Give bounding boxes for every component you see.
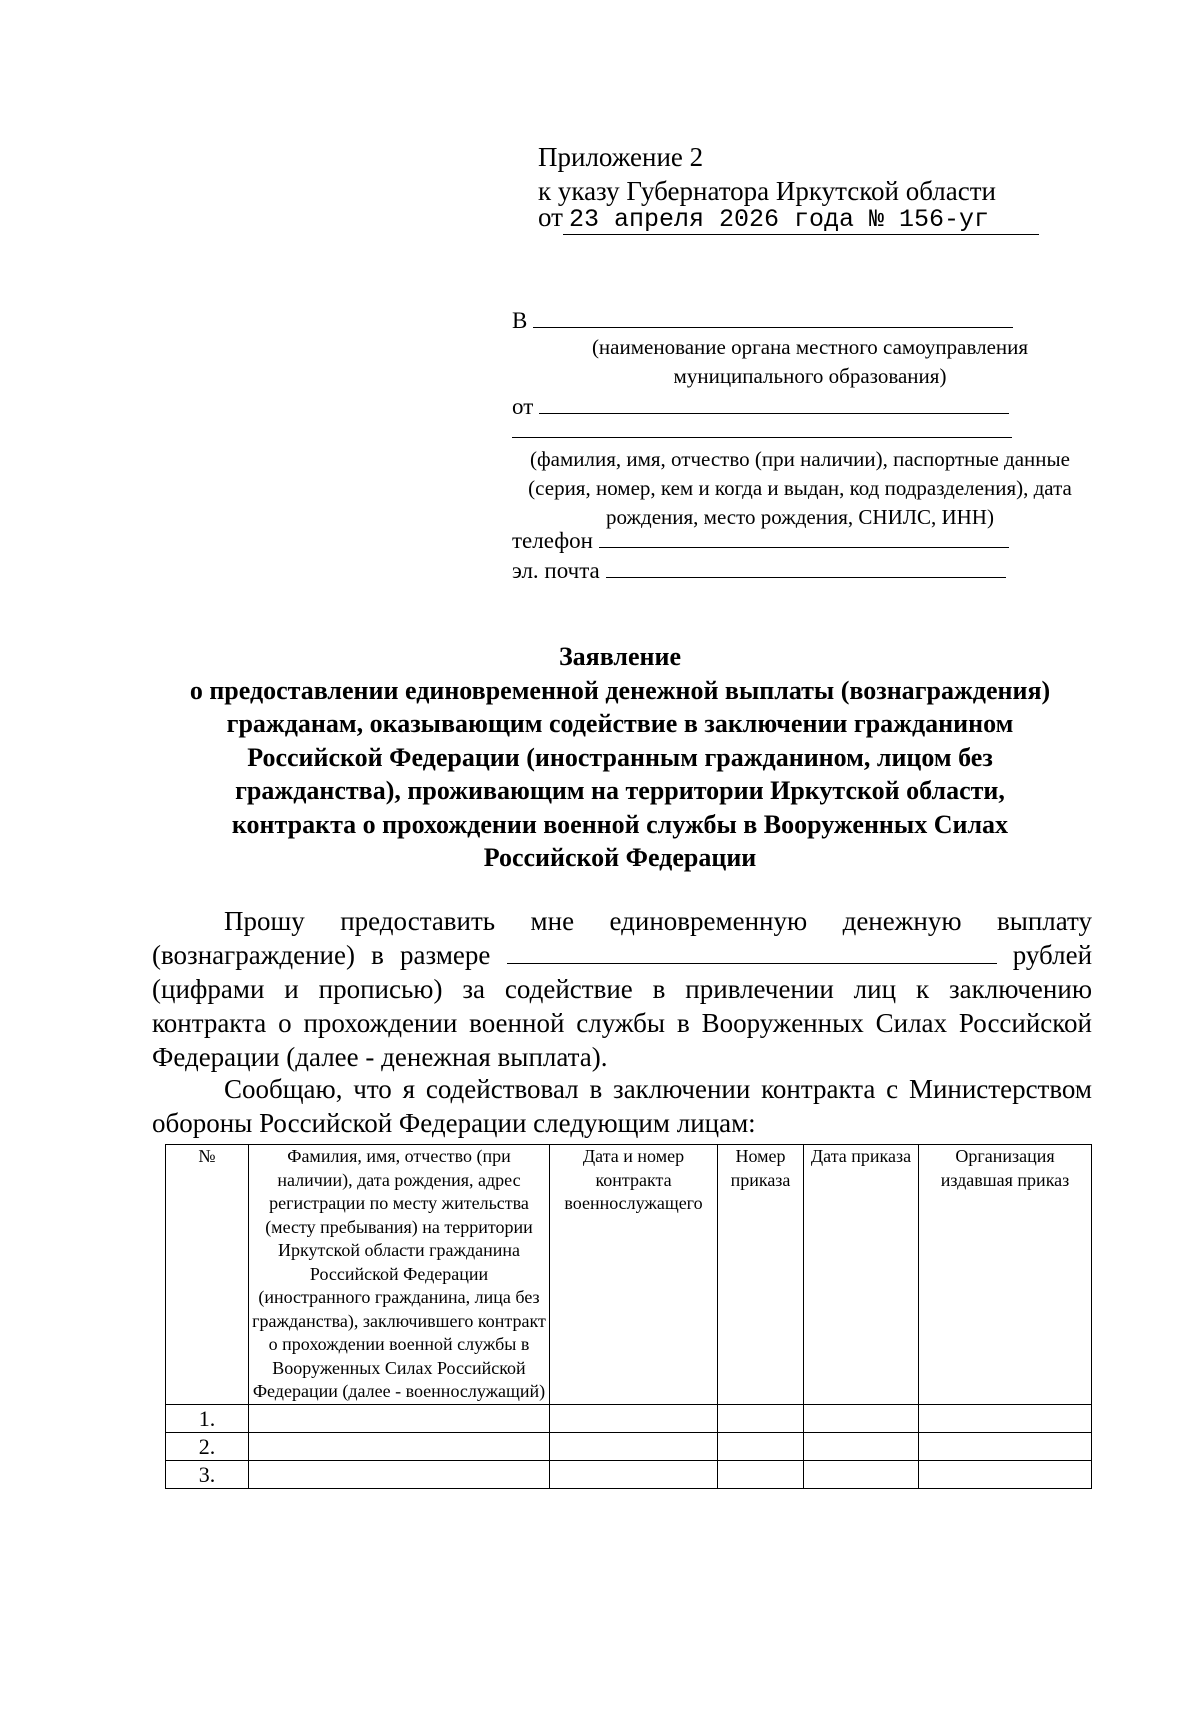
title-heading: Заявление	[558, 642, 682, 671]
title-line: Российской Федерации (иностранным гражданином, лицом без	[247, 742, 993, 772]
phone-line	[512, 526, 1009, 555]
decree-from-prefix: от	[538, 202, 563, 232]
title-line: контракта о прохождении военной службы в Вооруженных Силах	[231, 809, 1009, 839]
table-cell[interactable]	[804, 1432, 919, 1460]
addressee-from-field-line2[interactable]	[512, 437, 1012, 438]
addressee-to-line	[512, 306, 1013, 335]
addressee-from-field[interactable]	[539, 393, 1009, 414]
table-cell[interactable]	[249, 1460, 550, 1488]
addressee-to-note	[540, 333, 1080, 391]
request-text-start: Прошу предоставить мне единовременную денежную выплату (вознаграждение) в размере	[152, 906, 1092, 970]
table-cell[interactable]	[718, 1432, 804, 1460]
addressee-to-field[interactable]	[533, 307, 1013, 328]
header-number: №	[166, 1145, 249, 1405]
title-line: гражданства), проживающим на территории Иркутской области,	[235, 776, 1005, 805]
table-cell[interactable]	[804, 1404, 919, 1432]
table-cell[interactable]	[550, 1460, 718, 1488]
addressee-from-line	[512, 392, 1009, 421]
row-number: 1.	[166, 1404, 249, 1432]
header-order-number: Номер приказа	[718, 1145, 804, 1405]
table-cell[interactable]	[249, 1432, 550, 1460]
table-cell[interactable]	[718, 1460, 804, 1488]
title-line: Российской Федерации	[483, 843, 757, 872]
addressee-to-prefix: В	[512, 308, 528, 333]
table-cell[interactable]	[919, 1404, 1092, 1432]
appendix-title: Приложение 2	[538, 142, 704, 172]
appendix-block	[538, 140, 996, 208]
decree-line	[538, 202, 1039, 235]
email-line	[512, 556, 1006, 585]
header-order-date: Дата приказа	[804, 1145, 919, 1405]
phone-field[interactable]	[599, 527, 1009, 548]
table-cell[interactable]	[919, 1432, 1092, 1460]
addressee-to-note-line: (наименование органа местного самоуправления	[591, 335, 1029, 359]
table-cell[interactable]	[919, 1460, 1092, 1488]
email-field[interactable]	[606, 557, 1006, 578]
table-row	[166, 1432, 1092, 1460]
row-number: 3.	[166, 1460, 249, 1488]
addressee-from-note	[500, 445, 1100, 532]
table-cell[interactable]	[249, 1404, 550, 1432]
decree-date-number: 23 апреля 2026 года № 156-уг	[563, 205, 1039, 235]
table-cell[interactable]	[550, 1432, 718, 1460]
header-organization: Организация издавшая приказ	[919, 1145, 1092, 1405]
row-number: 2.	[166, 1432, 249, 1460]
addressee-from-prefix: от	[512, 394, 534, 419]
table-row	[166, 1404, 1092, 1432]
application-title	[130, 640, 1110, 875]
addressee-to-note-line: муниципального образования)	[673, 364, 947, 388]
request-text-end: рублей (цифрами и прописью) за содействие в привлечении лиц к заключению контракта о прохождении военной службы в Вооруженных Силах Российской Федерации (далее - денежная выплата).	[152, 940, 1093, 1072]
header-contract: Дата и номер контракта военнослужащего	[550, 1145, 718, 1405]
appendix-reference: к указу Губернатора Иркутской области	[538, 176, 996, 206]
table-cell[interactable]	[804, 1460, 919, 1488]
table-cell[interactable]	[550, 1404, 718, 1432]
amount-field[interactable]	[507, 943, 997, 964]
persons-table	[165, 1144, 1092, 1489]
title-line: гражданам, оказывающим содействие в заключении гражданином	[226, 709, 1014, 738]
email-label: эл. почта	[512, 558, 600, 583]
addressee-from-note-line: (фамилия, имя, отчество (при наличии), паспортные данные	[530, 447, 1070, 471]
phone-label: телефон	[512, 528, 593, 553]
table-cell[interactable]	[718, 1404, 804, 1432]
request-paragraph	[152, 904, 1092, 1074]
addressee-from-note-line: рождения, место рождения, СНИЛС, ИНН)	[606, 505, 994, 529]
header-person-info: Фамилия, имя, отчество (при наличии), дата рождения, адрес регистрации по месту жительства (месту пребывания) на территории Иркутской области гражданина Российской Федерации (иностранного гражданина, лица без гражданства), заключившего контракт о прохождении военной службы в Вооруженных Силах Российской Федерации (далее - военнослужащий)	[249, 1145, 550, 1405]
table-header-row	[166, 1145, 1092, 1405]
table-row	[166, 1460, 1092, 1488]
assistance-paragraph: Сообщаю, что я содействовал в заключении контракта с Министерством обороны Российской Федерации следующим лицам:	[152, 1074, 1092, 1138]
addressee-from-note-line: (серия, номер, кем и когда и выдан, код подразделения), дата	[528, 476, 1072, 500]
title-line: о предоставлении единовременной денежной выплаты (вознаграждения)	[189, 675, 1051, 705]
